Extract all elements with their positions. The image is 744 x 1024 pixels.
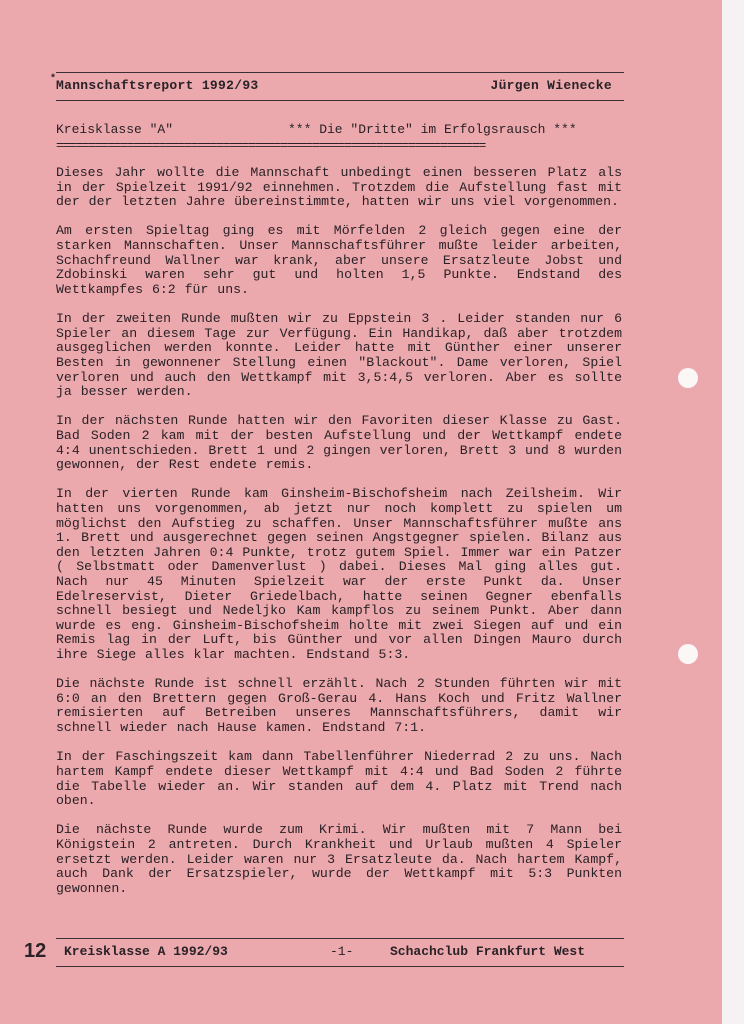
header-marker: * <box>50 74 57 85</box>
paragraph: In der Faschingszeit kam dann Tabellenführer Niederrad 2 zu uns. Nach hartem Kampf endete dieser Wettkampf mit 4:4 und Bad Soden 2 führte die Tabelle wieder an. Wir standen auf dem 4. Platz mit Trend nach oben. <box>56 749 622 809</box>
paragraph: Am ersten Spieltag ging es mit Mörfelden 2 gleich gegen eine der starken Mannschaften. Unser Mannschaftsführer mußte leider arbeiten, Schachfreund Wallner war krank, aber unsere Ersatzleute Jobst und Zdobinski waren sehr gut und holten 1,5 Punkte. Endstand des Wettkampfes 6:2 für uns. <box>56 223 622 297</box>
page-number: 12 <box>24 940 47 962</box>
paper-edge <box>722 0 744 1024</box>
double-rule-separator: =================================================================== <box>56 138 485 153</box>
paragraph: In der nächsten Runde hatten wir den Favoriten dieser Klasse zu Gast. Bad Soden 2 kam mit der besten Aufstellung und der Wettkampf endete 4:4 unentschieden. Brett 1 und 2 gingen verloren, Brett 3 und 8 wurden gewonnen, der Rest endete remis. <box>56 413 622 473</box>
footer-top-rule <box>56 938 624 939</box>
paragraph: Dieses Jahr wollte die Mannschaft unbedingt einen besseren Platz als in der Spielzeit 1991/92 einnehmen. Trotzdem die Aufstellung fast mit der der letzten Jahre übereinstimmte, hatten wir uns viel vorgenommen. <box>56 165 622 210</box>
header-bottom-rule <box>56 100 624 101</box>
paragraph: Die nächste Runde ist schnell erzählt. Nach 2 Stunden führten wir mit 6:0 an den Brettern gegen Groß-Gerau 4. Hans Koch und Fritz Wallner remisierten auf Betreiben unseres Mannschaftsführers, damit wir schnell wieder nach Hause kamen. Endstand 7:1. <box>56 676 622 736</box>
report-author: Jürgen Wienecke <box>490 78 612 93</box>
report-body <box>56 166 622 911</box>
header-top-rule <box>56 72 624 73</box>
punch-hole <box>678 368 698 388</box>
footer-club: Schachclub Frankfurt West <box>390 944 586 959</box>
punch-hole <box>678 644 698 664</box>
paragraph: In der vierten Runde kam Ginsheim-Bischofsheim nach Zeilsheim. Wir hatten uns vorgenommen, ab jetzt nur noch komplett zu spielen um möglichst den Aufstieg zu schaffen. Unser Mannschaftsführer mußte ans 1. Brett und ausgerechnet gegen seinen Angstgegner spielen. Bilanz aus den letzten Jahren 0:4 Punkte, trotz gutem Spiel. Immer war ein Patzer ( Selbstmatt oder Damenverlust ) dabei. Dieses Mal ging alles gut. Nach nur 45 Minuten Spielzeit war der erste Punkt da. Unser Edelreservist, Dieter Griedelbach, hatte seinen Gegner ebenfalls schnell besiegt und Nedeljko Kam kampflos zu seinem Punkt. Aber dann wurde es eng. Ginsheim-Bischofsheim holte mit zwei Siegen auf und ein Remis lag in der Luft, bis Günther und vor allen Dingen Mauro durch ihre Siege alles klar machten. Endstand 5:3. <box>56 486 622 662</box>
section-headline: *** Die "Dritte" im Erfolgsrausch *** <box>288 122 577 137</box>
report-title: Mannschaftsreport 1992/93 <box>56 78 259 93</box>
footer-page-marker: -1- <box>330 944 354 959</box>
league-name: Kreisklasse "A" <box>56 122 174 137</box>
footer-bottom-rule <box>56 966 624 967</box>
paragraph: In der zweiten Runde mußten wir zu Eppstein 3 . Leider standen nur 6 Spieler an diesem Tage zur Verfügung. Ein Handikap, daß aber trotzdem ausgeglichen werden konnte. Leider hatte mit Günther einer unserer Besten in gewonnener Stellung einen "Blackout". Dame verloren, Spiel verloren und auch den Wettkampf mit 3,5:4,5 verloren. Aber es sollte ja besser werden. <box>56 311 622 400</box>
footer-league: Kreisklasse A 1992/93 <box>64 944 228 959</box>
report-header <box>50 74 612 93</box>
paragraph: Die nächste Runde wurde zum Krimi. Wir mußten mit 7 Mann bei Königstein 2 antreten. Durch Krankheit und Urlaub mußten 4 Spieler ersetzt werden. Leider waren nur 3 Ersatzleute da. Nach hartem Kampf, auch Dank der Ersatzspieler, wurde der Wettkampf mit 5:3 Punkten gewonnen. <box>56 822 622 896</box>
